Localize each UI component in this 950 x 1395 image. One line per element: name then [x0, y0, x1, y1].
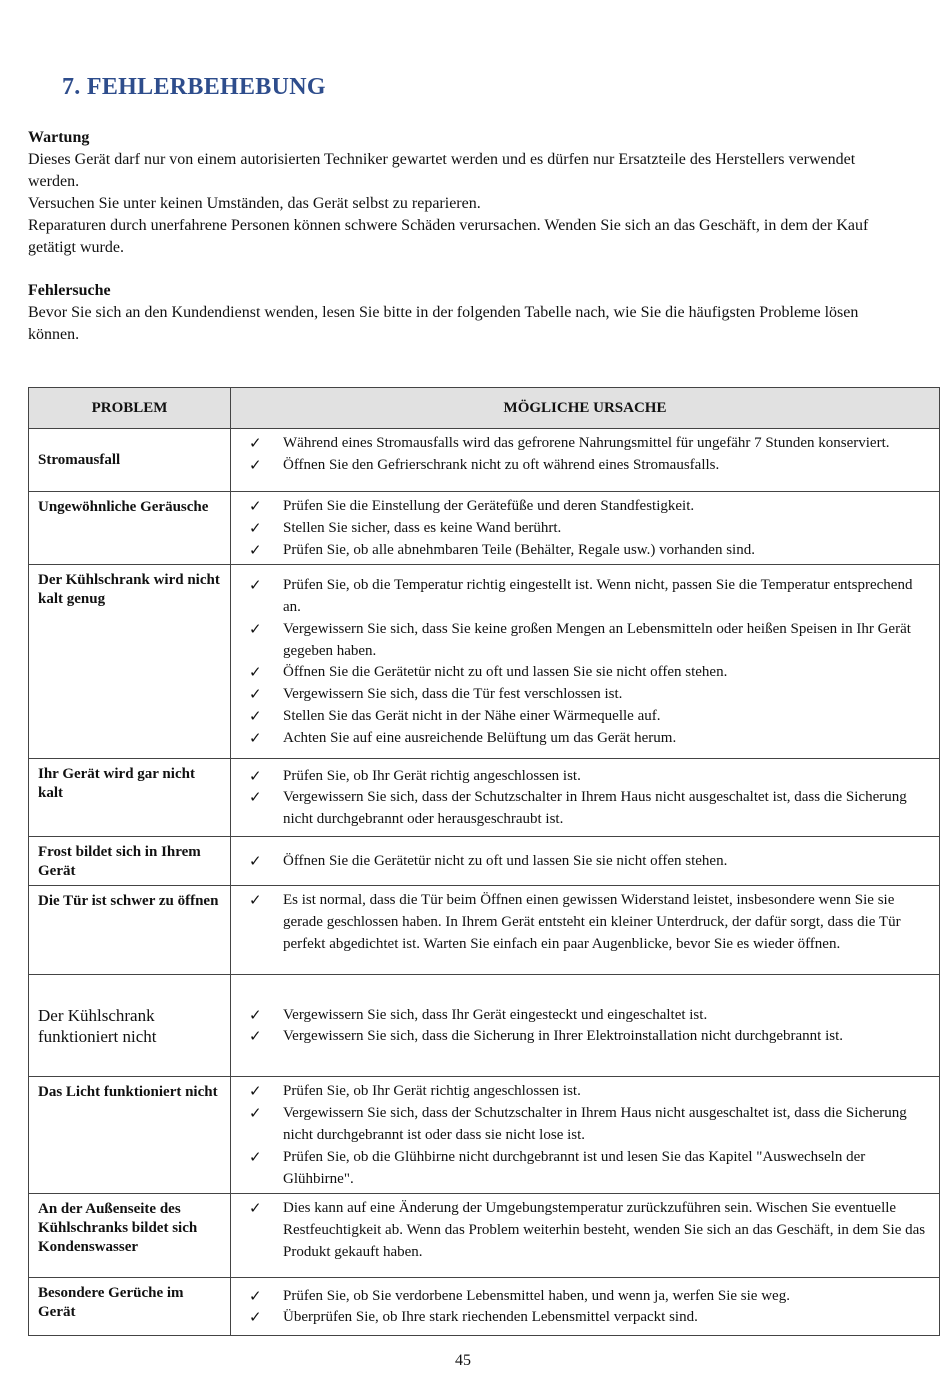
problem-cell: Ihr Gerät wird gar nicht kalt: [29, 759, 231, 837]
wartung-line-3: Reparaturen durch unerfahrene Personen können schwere Schäden verursachen. Wenden Sie sich an das Geschäft, in dem der Kauf getätigt wurde.: [28, 217, 869, 256]
checkmark-icon: ✓: [249, 1199, 262, 1218]
cause-cell: [231, 1278, 940, 1336]
cause-cell: [231, 492, 940, 565]
cause-list: [231, 890, 933, 955]
list-item: [231, 684, 933, 706]
cause-list: [231, 851, 933, 873]
cause-text: Während eines Stromausfalls wird das gefrorene Nahrungsmittel für ungefähr 7 Stunden konserviert.: [283, 435, 890, 451]
table-row: [29, 975, 940, 1077]
table-row: [29, 1194, 940, 1278]
cause-list: [231, 1198, 933, 1263]
fehlersuche-heading: Fehlersuche: [28, 282, 111, 299]
checkmark-icon: ✓: [249, 766, 262, 785]
cause-text: Es ist normal, dass die Tür beim Öffnen einen gewissen Widerstand leistet, insbesondere wenn Sie sie gerade geschlossen haben. In Ihrem Gerät entsteht ein kleiner Unterdruck, der dafür sorgt, dass die Tür perfekt abgedichtet ist. Warten Sie einfach ein paar Augenblicke, bevor Sie es wieder öffnen.: [283, 892, 901, 952]
cause-text: Vergewissern Sie sich, dass Sie keine großen Mengen an Lebensmitteln oder heißen Speisen in Ihr Gerät gegeben haben.: [283, 620, 911, 659]
cause-cell: [231, 1077, 940, 1194]
checkmark-icon: ✓: [249, 1147, 262, 1166]
wartung-line-2: Versuchen Sie unter keinen Umständen, das Gerät selbst zu reparieren.: [28, 195, 481, 212]
checkmark-icon: ✓: [249, 685, 262, 704]
header-cause: MÖGLICHE URSACHE: [231, 388, 940, 429]
table-row: [29, 837, 940, 886]
checkmark-icon: ✓: [249, 788, 262, 807]
cause-text: Prüfen Sie, ob Sie verdorbene Lebensmittel haben, und wenn ja, werfen Sie sie weg.: [283, 1287, 790, 1304]
problem-cell: Der Kühlschrank funktioniert nicht: [29, 975, 231, 1077]
cause-text: Prüfen Sie die Einstellung der Gerätefüße und deren Standfestigkeit.: [283, 498, 695, 514]
problem-cell: An der Außenseite des Kühlschranks bildet sich Kondenswasser: [29, 1194, 231, 1278]
checkmark-icon: ✓: [249, 1104, 262, 1123]
problem-cell: Das Licht funktioniert nicht: [29, 1077, 231, 1194]
problem-cell: Frost bildet sich in Ihrem Gerät: [29, 837, 231, 886]
cause-text: Prüfen Sie, ob Ihr Gerät richtig angeschlossen ist.: [283, 1083, 581, 1100]
problem-cell: Stromausfall: [29, 429, 231, 492]
list-item: [231, 1147, 933, 1191]
list-item: [231, 1081, 933, 1103]
cause-cell: [231, 1194, 940, 1278]
cause-text: Vergewissern Sie sich, dass der Schutzschalter in Ihrem Haus nicht ausgeschaltet ist, dass die Sicherung nicht durchgebrannt ist oder dass sie nicht lose ist.: [283, 1105, 907, 1143]
list-item: [231, 518, 933, 540]
cause-list: [231, 496, 933, 561]
checkmark-icon: ✓: [249, 497, 262, 515]
checkmark-icon: ✓: [249, 576, 262, 595]
list-item: [231, 1307, 933, 1329]
cause-list: [231, 433, 933, 477]
wartung-heading: Wartung: [28, 129, 90, 146]
list-item: [231, 575, 933, 619]
table-row: [29, 1077, 940, 1194]
cause-text: Dies kann auf eine Änderung der Umgebungstemperatur zurückzuführen sein. Wischen Sie eventuelle Restfeuchtigkeit ab. Wenn das Problem weiterhin besteht, wenden Sie sich an das Geschäft, in dem Sie das Produkt gekauft haben.: [283, 1200, 926, 1260]
list-item: [231, 455, 933, 477]
checkmark-icon: ✓: [249, 1082, 262, 1101]
list-item: [231, 1198, 933, 1263]
header-problem: PROBLEM: [29, 388, 231, 429]
list-item: [231, 662, 933, 684]
cause-cell: [231, 886, 940, 975]
cause-text: Prüfen Sie, ob alle abnehmbaren Teile (Behälter, Regale usw.) vorhanden sind.: [283, 541, 755, 558]
checkmark-icon: ✓: [249, 706, 262, 725]
table-row: [29, 492, 940, 565]
problem-cell: Die Tür ist schwer zu öffnen: [29, 886, 231, 975]
cause-cell: [231, 759, 940, 837]
checkmark-icon: ✓: [249, 1005, 262, 1024]
checkmark-icon: ✓: [249, 891, 262, 910]
checkmark-icon: ✓: [249, 728, 262, 747]
checkmark-icon: ✓: [249, 455, 262, 474]
cause-text: Öffnen Sie die Gerätetür nicht zu oft und lassen Sie sie nicht offen stehen.: [283, 664, 728, 681]
table-row: [29, 1278, 940, 1336]
page-number: 45: [455, 1352, 471, 1369]
table-row: [29, 565, 940, 759]
table-header-row: [29, 388, 940, 429]
fehlersuche-section: [28, 280, 908, 346]
cause-text: Überprüfen Sie, ob Ihre stark riechenden Lebensmittel verpackt sind.: [283, 1309, 698, 1326]
list-item: [231, 1026, 933, 1048]
problem-cell: Besondere Gerüche im Gerät: [29, 1278, 231, 1336]
list-item: [231, 706, 933, 728]
cause-text: Stellen Sie sicher, dass es keine Wand berührt.: [283, 519, 562, 536]
cause-text: Vergewissern Sie sich, dass die Sicherung in Ihrer Elektroinstallation nicht durchgebrannt ist.: [283, 1028, 844, 1045]
list-item: [231, 851, 933, 873]
cause-text: Öffnen Sie die Gerätetür nicht zu oft und lassen Sie sie nicht offen stehen.: [283, 852, 728, 869]
cause-list: [231, 1286, 933, 1330]
wartung-section: [28, 127, 908, 259]
table-row: [29, 759, 940, 837]
cause-text: Prüfen Sie, ob Ihr Gerät richtig angeschlossen ist.: [283, 767, 581, 784]
list-item: [231, 766, 933, 788]
checkmark-icon: ✓: [249, 1308, 262, 1327]
troubleshooting-table: [28, 387, 940, 1336]
checkmark-icon: ✓: [249, 619, 262, 638]
cause-list: [231, 766, 933, 831]
cause-cell: [231, 837, 940, 886]
table-row: [29, 429, 940, 492]
checkmark-icon: ✓: [249, 1286, 262, 1305]
cause-cell: [231, 975, 940, 1077]
cause-list: [231, 1005, 933, 1049]
problem-cell: Ungewöhnliche Geräusche: [29, 492, 231, 565]
cause-text: Vergewissern Sie sich, dass die Tür fest verschlossen ist.: [283, 686, 623, 703]
cause-text: Vergewissern Sie sich, dass Ihr Gerät eingesteckt und eingeschaltet ist.: [283, 1006, 708, 1023]
checkmark-icon: ✓: [249, 434, 262, 452]
cause-text: Öffnen Sie den Gefrierschrank nicht zu oft während eines Stromausfalls.: [283, 456, 720, 473]
checkmark-icon: ✓: [249, 518, 262, 537]
checkmark-icon: ✓: [249, 540, 262, 559]
wartung-line-1: Dieses Gerät darf nur von einem autorisierten Techniker gewartet werden und es dürfen nur Ersatzteile des Herstellers verwendet werden.: [28, 151, 856, 190]
fehlersuche-text: Bevor Sie sich an den Kundendienst wenden, lesen Sie bitte in der folgenden Tabelle nach, wie Sie die häufigsten Probleme lösen können.: [28, 304, 859, 343]
list-item: [231, 728, 933, 750]
cause-text: Prüfen Sie, ob die Temperatur richtig eingestellt ist. Wenn nicht, passen Sie die Temperatur entsprechend an.: [283, 577, 913, 615]
list-item: [231, 619, 933, 663]
cause-text: Achten Sie auf eine ausreichende Belüftung um das Gerät herum.: [283, 729, 677, 746]
problem-cell: Der Kühlschrank wird nicht kalt genug: [29, 565, 231, 759]
cause-list: [231, 575, 933, 749]
cause-cell: [231, 565, 940, 759]
cause-text: Stellen Sie das Gerät nicht in der Nähe einer Wärmequelle auf.: [283, 707, 661, 724]
list-item: [231, 787, 933, 831]
page-title: 7. FEHLERBEHEBUNG: [62, 74, 326, 100]
checkmark-icon: ✓: [249, 851, 262, 870]
table-row: [29, 886, 940, 975]
list-item: [231, 496, 933, 518]
list-item: [231, 1286, 933, 1308]
list-item: [231, 540, 933, 562]
cause-text: Vergewissern Sie sich, dass der Schutzschalter in Ihrem Haus nicht ausgeschaltet ist, dass die Sicherung nicht durchgebrannt oder herausgeschraubt ist.: [283, 789, 907, 828]
cause-cell: [231, 429, 940, 492]
cause-text: Prüfen Sie, ob die Glühbirne nicht durchgebrannt ist und lesen Sie das Kapitel "Auswechseln der Glühbirne".: [283, 1148, 866, 1187]
checkmark-icon: ✓: [249, 1027, 262, 1046]
checkmark-icon: ✓: [249, 663, 262, 682]
list-item: [231, 890, 933, 955]
list-item: [231, 1103, 933, 1147]
list-item: [231, 433, 933, 455]
list-item: [231, 1005, 933, 1027]
cause-list: [231, 1081, 933, 1190]
